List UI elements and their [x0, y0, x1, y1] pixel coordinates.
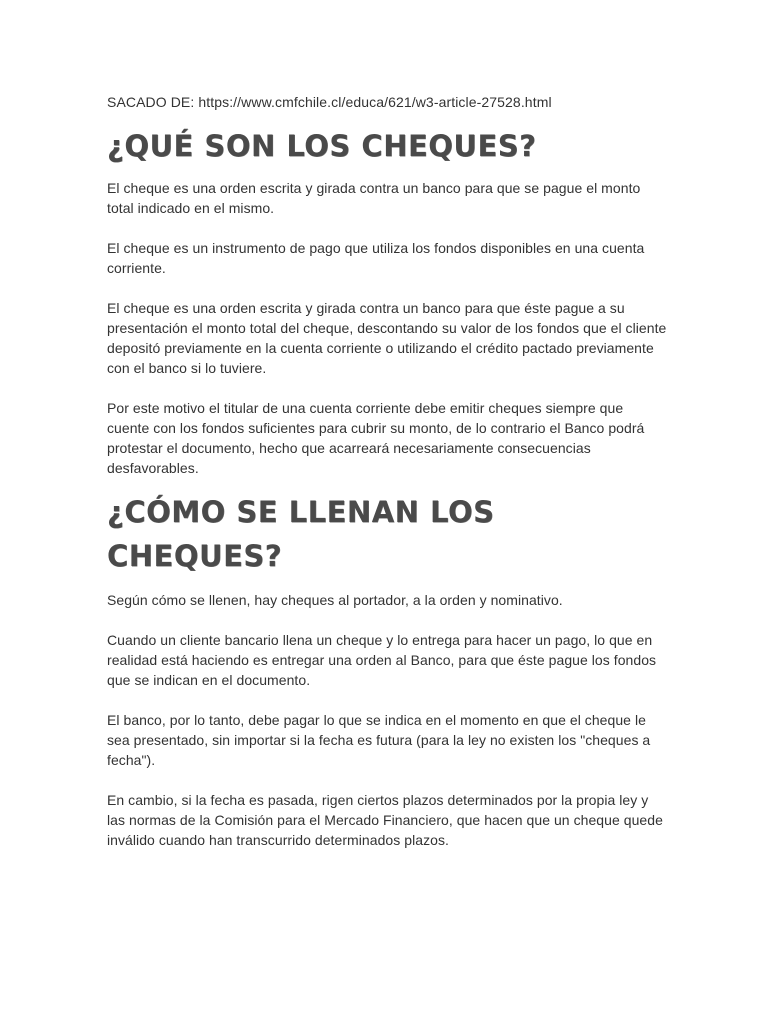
paragraph: Según cómo se llenen, hay cheques al portador, a la orden y nominativo. [107, 592, 563, 608]
paragraph: El cheque es una orden escrita y girada contra un banco para que éste pague a su presentación el monto total del cheque, descontando su valor de los fondos que el cliente depositó previamente en la cuenta corriente o utilizando el crédito pactado previamente con el banco si lo tuviere. [107, 300, 667, 376]
document-page [107, 86, 667, 850]
paragraph: El banco, por lo tanto, debe pagar lo que se indica en el momento en que el cheque le sea presentado, sin importar si la fecha es futura (para la ley no existen los "cheques a fecha"). [107, 712, 651, 768]
paragraph: Por este motivo el titular de una cuenta corriente debe emitir cheques siempre que cuente con los fondos suficientes para cubrir su monto, de lo contrario el Banco podrá protestar el documento, hecho que acarreará necesariamente consecuencias desfavorables. [107, 400, 645, 476]
source-line: SACADO DE: https://www.cmfchile.cl/educa/621/w3-article-27528.html [107, 94, 552, 110]
paragraph: En cambio, si la fecha es pasada, rigen ciertos plazos determinados por la propia ley y las normas de la Comisión para el Mercado Financiero, que hacen que un cheque quede inválido cuando han transcurrido determinados plazos. [107, 792, 663, 848]
section-heading-what-are-cheques: ¿QUÉ SON LOS CHEQUES? [107, 129, 537, 163]
paragraph: El cheque es una orden escrita y girada contra un banco para que se pague el monto total indicado en el mismo. [107, 180, 641, 216]
paragraph: Cuando un cliente bancario llena un cheque y lo entrega para hacer un pago, lo que en realidad está haciendo es entregar una orden al Banco, para que éste pague los fondos que se indican en el documento. [107, 632, 657, 688]
section-heading-how-to-fill-cheques: ¿CÓMO SE LLENAN LOS CHEQUES? [107, 495, 495, 573]
paragraph: El cheque es un instrumento de pago que utiliza los fondos disponibles en una cuenta corriente. [107, 240, 645, 276]
